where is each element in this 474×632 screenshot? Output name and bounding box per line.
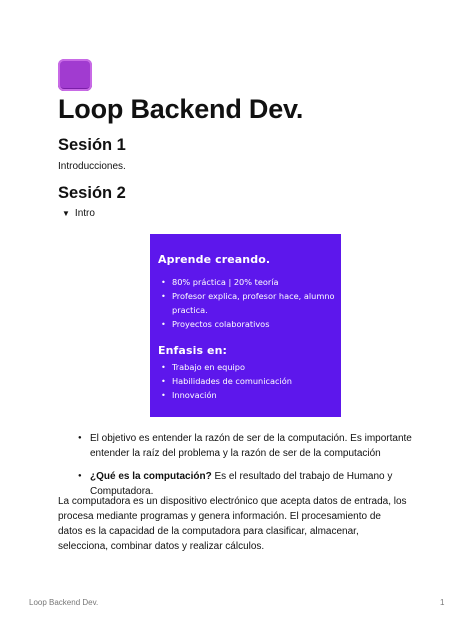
footer-page-number: 1 xyxy=(440,598,445,607)
section-heading-sesion-1: Sesión 1 xyxy=(58,136,126,154)
slide-list-item: • Innovación xyxy=(158,388,341,402)
list-item-text: El objetivo es entender la razón de ser de la computación. Es importante entender la raíz del problema y la razón de ser de la computación xyxy=(90,433,412,459)
section-text-sesion-1: Introducciones. xyxy=(58,161,126,172)
footer-title: Loop Backend Dev. xyxy=(29,598,99,607)
toggle-intro[interactable] xyxy=(62,206,95,222)
list-item-bold: ¿Qué es la computación? xyxy=(90,471,212,482)
body-paragraph: La computadora es un dispositivo electrónico que acepta datos de entrada, los procesa mediante programas y genera información. El procesamiento de datos es la capacidad de la computadora para clasificar, almacenar, selecciona, combinar datos y realizar cálculos. xyxy=(58,496,407,552)
slide-heading-2: Enfasis en: xyxy=(158,344,228,357)
slide-image xyxy=(150,234,341,417)
slide-heading-1: Aprende creando. xyxy=(158,253,271,266)
slide-list-2 xyxy=(158,360,341,402)
slide-list-item: • Proyectos colaborativos xyxy=(158,317,341,331)
list-item xyxy=(78,431,418,461)
triangle-down-icon[interactable]: ▼ xyxy=(62,209,70,218)
slide-list-item: • Habilidades de comunicación xyxy=(158,374,341,388)
toggle-label: Intro xyxy=(74,208,95,219)
list-item-text: Es el resultado del trabajo de Humano y Computadora. xyxy=(90,471,393,497)
slide-list-item: • Trabajo en equipo xyxy=(158,360,341,374)
slide-list-item: • 80% práctica | 20% teoría xyxy=(158,275,341,289)
slide-list-1 xyxy=(158,275,341,331)
purple-square-icon xyxy=(58,59,92,91)
slide-list-item: • Profesor explica, profesor hace, alumno practica. xyxy=(158,289,341,317)
page-title: Loop Backend Dev. xyxy=(58,94,304,124)
section-heading-sesion-2: Sesión 2 xyxy=(58,184,126,202)
